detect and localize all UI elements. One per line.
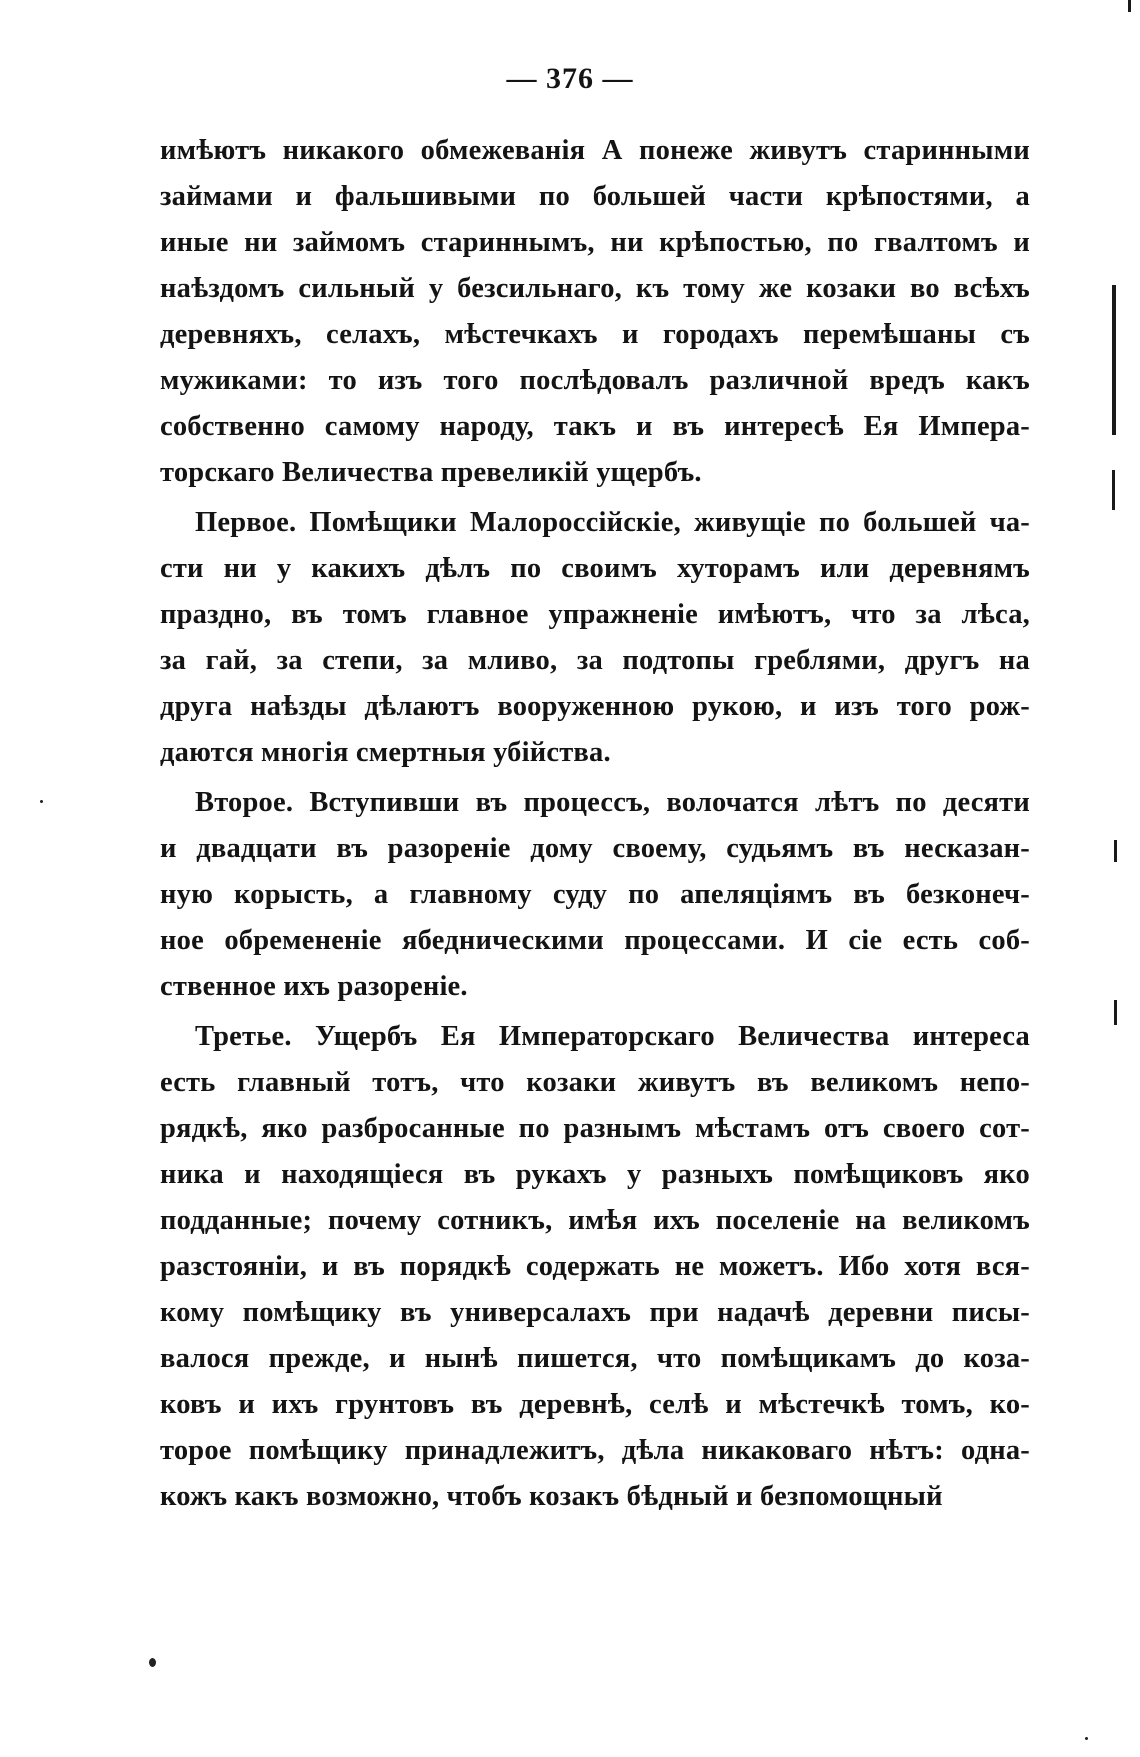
text-line: ника и находящіеся въ рукахъ у разныхъ помѣщиковъ яко: [160, 1159, 1030, 1190]
scan-edge-mark: [1114, 840, 1117, 862]
text-line: Второе. Вступивши въ процессъ, волочатся лѣтъ по десяти: [195, 787, 1030, 818]
text-line: кожъ какъ возможно, чтобъ козакъ бѣдный и безпомощный: [160, 1481, 943, 1512]
text-line: имѣютъ никакого обмежеванія А понеже живутъ старинными: [160, 135, 1030, 166]
text-line: ную корысть, а главному суду по апеляціямъ въ безконеч-: [160, 879, 1030, 910]
scan-edge-mark: [1112, 470, 1115, 510]
text-line: и двадцати въ разореніе дому своему, судьямъ въ несказан-: [160, 833, 1030, 864]
body-text: [160, 128, 1030, 1520]
text-line: сти ни у какихъ дѣлъ по своимъ хуторамъ или деревнямъ: [160, 553, 1030, 584]
text-line: собственно самому народу, такъ и въ интересѣ Ея Импера-: [160, 411, 1030, 442]
text-line: кому помѣщику въ универсалахъ при надачѣ деревни писы-: [160, 1297, 1030, 1328]
scan-speck: [40, 800, 43, 803]
text-line: рядкѣ, яко разбросанные по разнымъ мѣстамъ отъ своего сот-: [160, 1113, 1030, 1144]
scan-edge-mark: [1114, 1000, 1117, 1025]
text-line: за гай, за степи, за мливо, за подтопы греблями, другъ на: [160, 645, 1030, 676]
text-line: праздно, въ томъ главное упражненіе имѣютъ, что за лѣса,: [160, 599, 1030, 630]
paragraph: [160, 1014, 1030, 1520]
text-line: деревняхъ, селахъ, мѣстечкахъ и городахъ перемѣшаны съ: [160, 319, 1030, 350]
text-line: ственное ихъ разореніе.: [160, 971, 468, 1002]
text-line: мужиками: то изъ того послѣдовалъ различной вредъ какъ: [160, 365, 1030, 396]
paragraph: [160, 128, 1030, 496]
text-line: торскаго Величества превеликій ущербъ.: [160, 457, 702, 488]
text-line: Третье. Ущербъ Ея Императорскаго Величества интереса: [195, 1021, 1030, 1052]
text-line: иные ни займомъ стариннымъ, ни крѣпостью, по гвалтомъ и: [160, 227, 1030, 258]
text-line: Первое. Помѣщики Малороссійскіе, живущіе по большей ча-: [195, 507, 1030, 538]
paragraph: [160, 780, 1030, 1010]
scan-edge-mark: [1112, 285, 1116, 435]
scan-edge-mark: [1128, 0, 1131, 12]
text-line: торое помѣщику принадлежитъ, дѣла никаковаго нѣтъ: одна-: [160, 1435, 1030, 1466]
text-line: валося прежде, и нынѣ пишется, что помѣщикамъ до коза-: [160, 1343, 1030, 1374]
text-line: даются многія смертныя убійства.: [160, 737, 611, 768]
text-line: подданные; почему сотникъ, имѣя ихъ поселеніе на великомъ: [160, 1205, 1030, 1236]
page-number: — 376 —: [506, 62, 634, 95]
scan-speck: [1085, 1737, 1088, 1740]
scan-speck: [149, 1658, 156, 1667]
text-line: есть главный тотъ, что козаки живутъ въ великомъ непо-: [160, 1067, 1030, 1098]
paragraph: [160, 500, 1030, 776]
text-line: ковъ и ихъ грунтовъ въ деревнѣ, селѣ и мѣстечкѣ томъ, ко-: [160, 1389, 1030, 1420]
text-line: ное обремененіе ябедническими процессами. И сіе есть соб-: [160, 925, 1030, 956]
text-line: наѣздомъ сильный у безсильнаго, къ тому же козаки во всѣхъ: [160, 273, 1030, 304]
text-line: друга наѣзды дѣлаютъ вооруженною рукою, и изъ того рож-: [160, 691, 1030, 722]
text-line: разстояніи, и въ порядкѣ содержать не можетъ. Ибо хотя вся-: [160, 1251, 1030, 1282]
text-line: займами и фальшивыми по большей части крѣпостями, а: [160, 181, 1030, 212]
